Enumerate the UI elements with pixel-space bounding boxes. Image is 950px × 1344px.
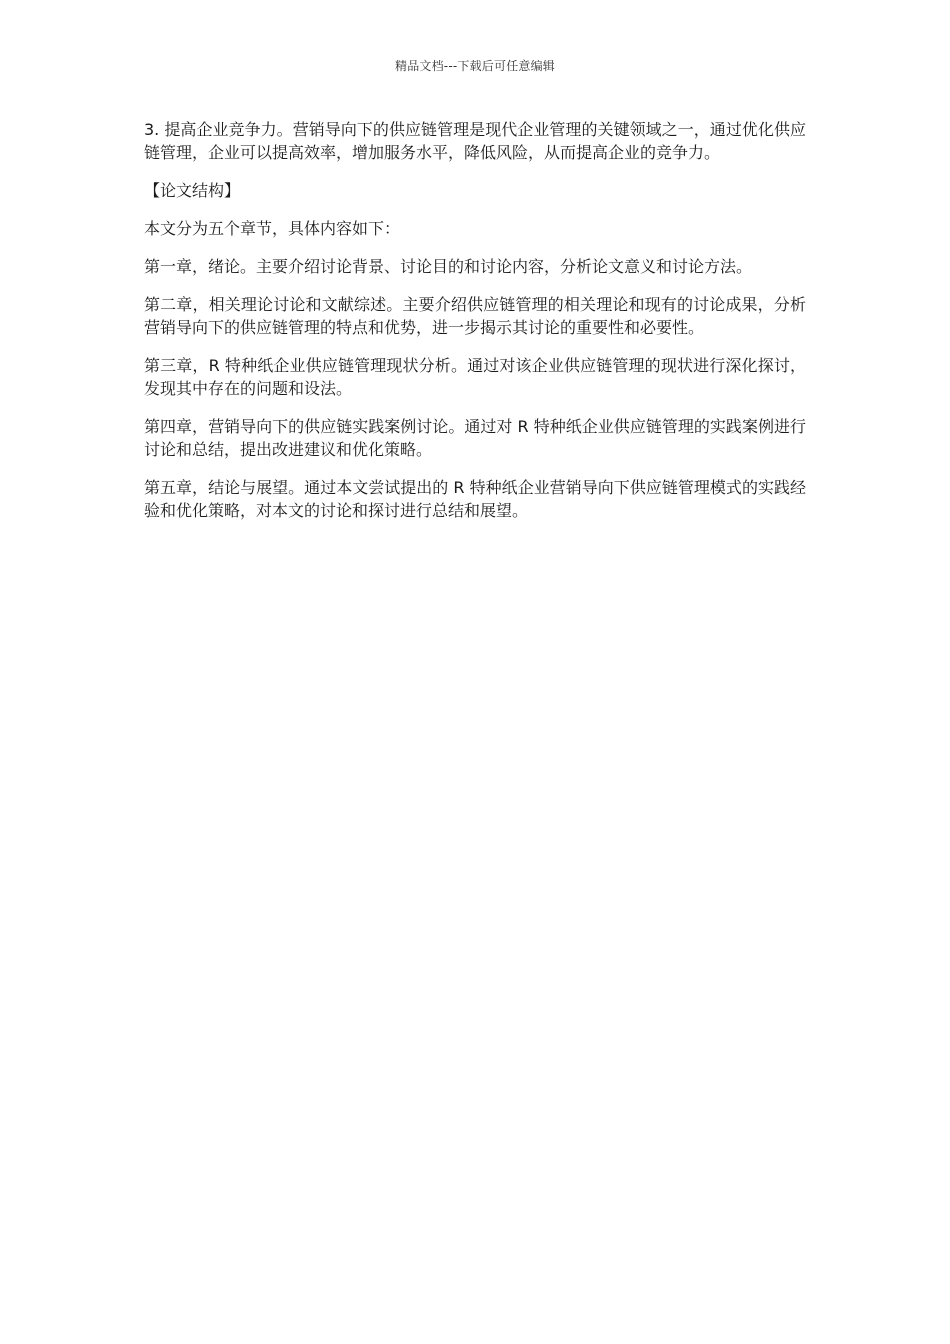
document-body bbox=[144, 118, 806, 537]
paragraph-chapter-4: 第四章，营销导向下的供应链实践案例讨论。通过对 R 特种纸企业供应链管理的实践案例进行讨论和总结，提出改进建议和优化策略。 bbox=[144, 417, 806, 459]
section-heading-structure: 【论文结构】 bbox=[144, 181, 241, 200]
paragraph-chapter-1: 第一章，绪论。主要介绍讨论背景、讨论目的和讨论内容，分析论文意义和讨论方法。 bbox=[144, 257, 753, 276]
paragraph-competitiveness: 3. 提高企业竞争力。营销导向下的供应链管理是现代企业管理的关键领域之一，通过优化供应链管理，企业可以提高效率，增加服务水平，降低风险，从而提高企业的竞争力。 bbox=[144, 120, 806, 162]
paragraph-structure-intro: 本文分为五个章节，具体内容如下： bbox=[144, 219, 401, 238]
paragraph-chapter-3: 第三章，R 特种纸企业供应链管理现状分析。通过对该企业供应链管理的现状进行深化探讨，发现其中存在的问题和设法。 bbox=[144, 356, 806, 398]
page-header: 精品文档---下载后可任意编辑 bbox=[395, 59, 555, 73]
paragraph-chapter-2: 第二章，相关理论讨论和文献综述。主要介绍供应链管理的相关理论和现有的讨论成果，分析营销导向下的供应链管理的特点和优势，进一步揭示其讨论的重要性和必要性。 bbox=[144, 295, 806, 337]
paragraph-chapter-5: 第五章，结论与展望。通过本文尝试提出的 R 特种纸企业营销导向下供应链管理模式的实践经验和优化策略，对本文的讨论和探讨进行总结和展望。 bbox=[144, 478, 806, 520]
